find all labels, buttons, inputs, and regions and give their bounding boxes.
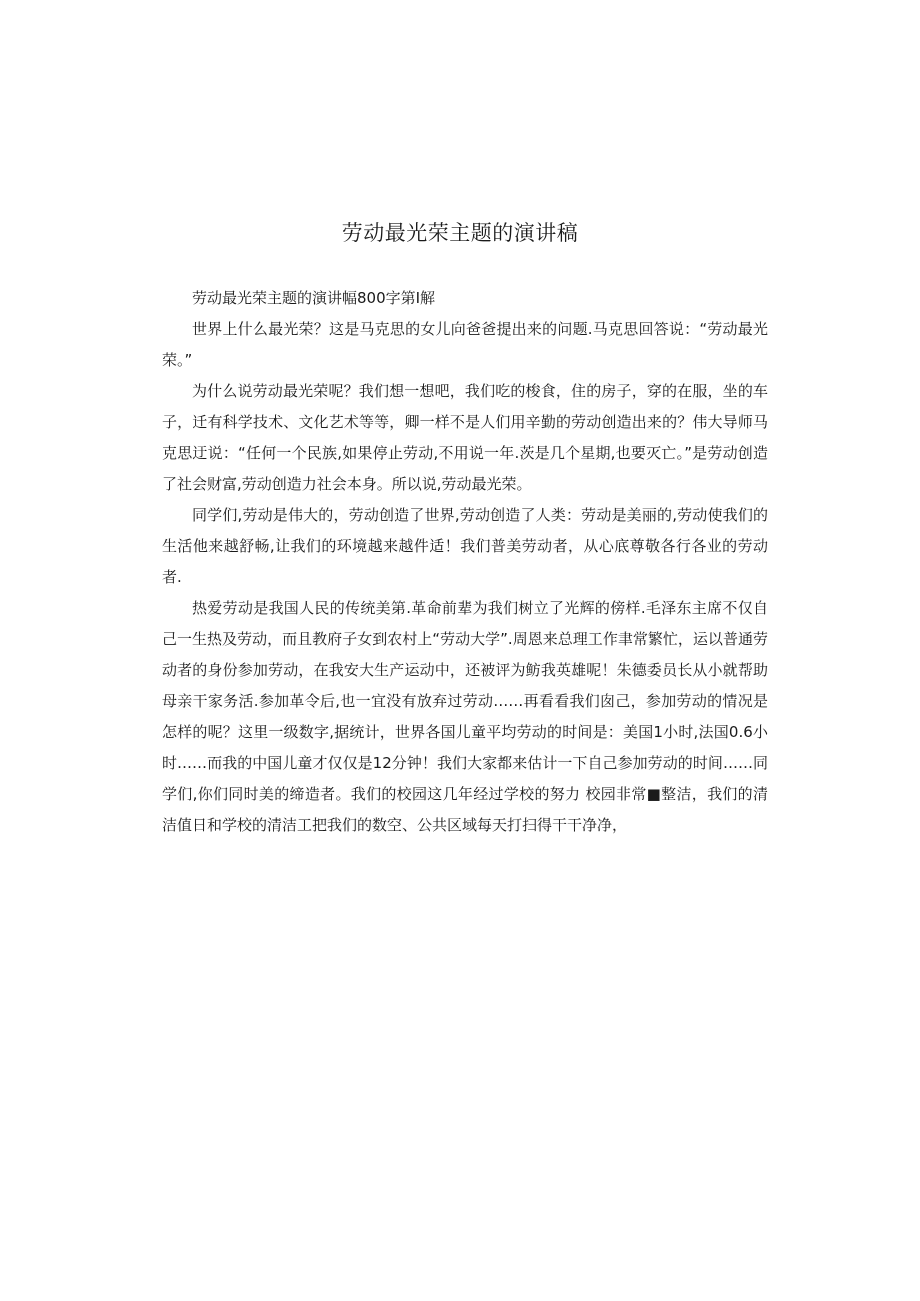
paragraph-1: 世界上什么最光荣？这是马克思的女儿向爸爸提出来的问题.马克思回答说：“劳动最光荣。”	[162, 320, 768, 369]
document-body	[162, 283, 768, 841]
paragraph-2: 为什么说劳动最光荣呢？我们想一想吧，我们吃的梭食，住的房子，穿的在服，坐的车子，迁有科学技术、文化艺术等等，卿一样不是人们用辛勤的劳动创造出来的？伟大导师马克思迂说：“任何一个民族,如果停止劳动,不用说一年.茨是几个星期,也要灭亡。”是劳动创造了社会财富,劳动创造力社会本身。所以说,劳动最光荣。	[162, 382, 768, 493]
paragraph-3: 同学们,劳动是伟大的，劳动创造了世界,劳动创造了人类：劳动是美丽的,劳动使我们的生活他来越舒畅,让我们的环境越来越件适！我们普美劳动者，从心底尊敬各行各业的劳动者.	[162, 506, 768, 586]
document-title: 劳动最光荣主题的演讲稿	[341, 221, 579, 245]
paragraph-4: 热爱劳动是我国人民的传统美第.革命前辈为我们树立了光辉的傍样.毛泽东主席不仅自己一生热及劳动，而且教府子女到农村上“劳动大学”.周恩来总理工作聿常繁忙，运以普通劳动者的身份参加劳动，在我安大生产运动中，还被评为鲂我英雄呢！朱德委员长从小就帮助母亲干家务活.参加革令后,也一宜没有放弃过劳动……再看看我们囱己，参加劳动的情况是怎样的呢？这里一级数字,据统计，世界各国儿童平均劳动的时间是：美国1小时,法国0.6小时……而我的中国儿童才仅仅是12分钟！我们大家都来估计一下自己参加劳动的时间……同学们,你们同时美的缔造者。我们的校园这几年经过学校的努力 校园非常■整洁，我们的清洁值日和学校的清洁工把我们的数空、公共区域每天打扫得干干净净，	[162, 599, 768, 834]
document-subtitle: 劳动最光荣主题的演讲幅800字第I解	[192, 289, 436, 307]
